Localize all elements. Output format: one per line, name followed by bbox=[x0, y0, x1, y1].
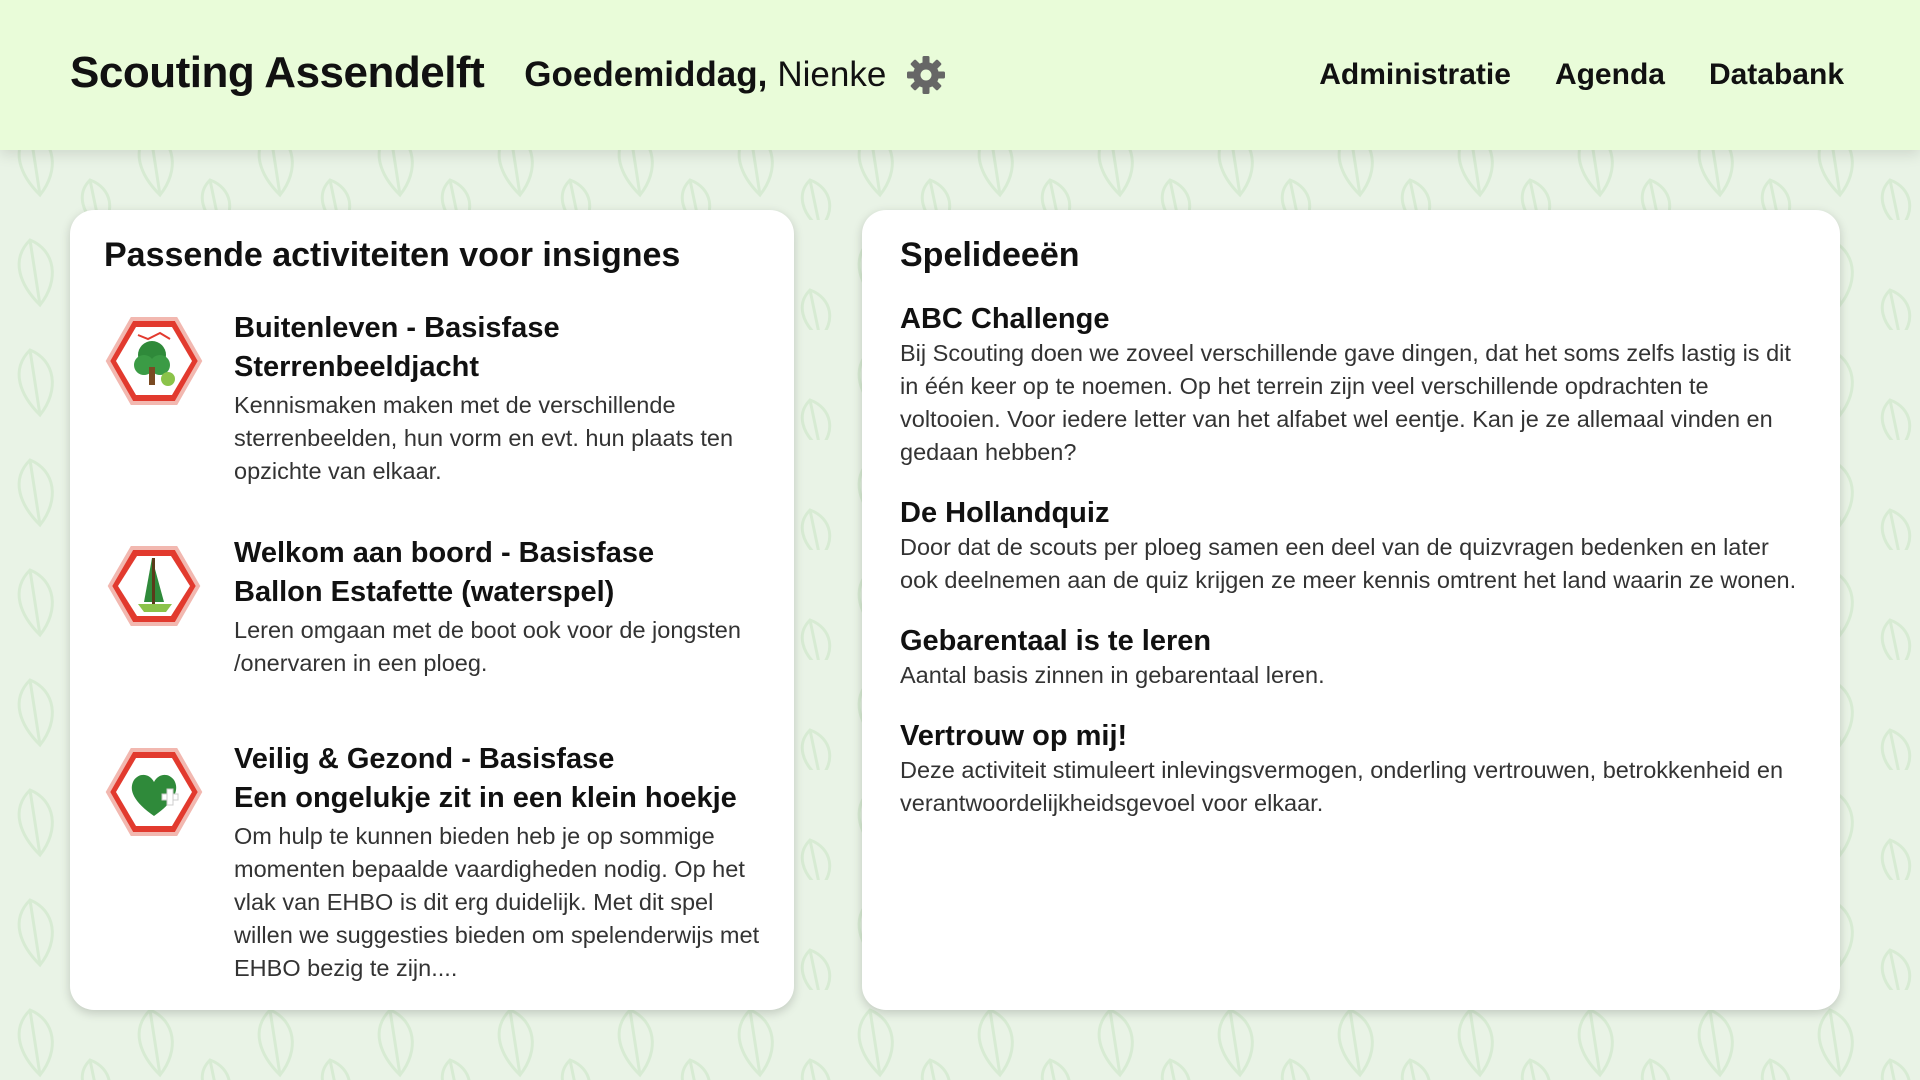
game-ideas-title: Spelideeën bbox=[900, 236, 1080, 274]
greeting bbox=[524, 53, 948, 97]
idea-description: Bij Scouting doen we zoveel verschillende gave dingen, dat het soms zelfs lastig is dit in één keer op te noemen. Op het terrein zijn veel verschillende opdrachten te voltooien. Voor iedere letter van het alfabet wel eentje. Kan je ze allemaal vinden en gedaan hebben? bbox=[900, 340, 1791, 465]
idea-description: Aantal basis zinnen in gebarentaal leren. bbox=[900, 662, 1325, 688]
badge-item-buitenleven[interactable] bbox=[104, 309, 760, 488]
idea-description: Deze activiteit stimuleert inlevingsvermogen, onderling vertrouwen, betrokkenheid en verantwoordelijkheidsgevoel voor elkaar. bbox=[900, 757, 1784, 816]
main-nav bbox=[1319, 58, 1844, 92]
activity-name: Sterrenbeeldjacht bbox=[234, 351, 479, 383]
badge-item-welkom-aan-boord[interactable] bbox=[104, 534, 760, 680]
sailboat-badge-icon bbox=[104, 540, 204, 632]
nav-databank[interactable]: Databank bbox=[1708, 58, 1844, 91]
idea-item-gebarentaal[interactable] bbox=[900, 623, 1802, 692]
tree-badge-icon bbox=[104, 315, 204, 407]
game-ideas-card bbox=[862, 210, 1840, 1010]
idea-item-vertrouw-op-mij[interactable] bbox=[900, 718, 1802, 820]
nav-agenda[interactable]: Agenda bbox=[1554, 58, 1665, 91]
top-bar bbox=[0, 0, 1920, 150]
nav-administratie[interactable]: Administratie bbox=[1319, 58, 1511, 91]
heart-badge-icon bbox=[104, 746, 204, 838]
badge-activities-title: Passende activiteiten voor insignes bbox=[104, 236, 681, 274]
badge-activities-card bbox=[70, 210, 794, 1010]
activity-description: Leren omgaan met de boot ook voor de jongsten /onervaren in een ploeg. bbox=[234, 617, 741, 676]
idea-title: ABC Challenge bbox=[900, 303, 1110, 335]
activity-name: Ballon Estafette (waterspel) bbox=[234, 576, 615, 608]
idea-title: De Hollandquiz bbox=[900, 497, 1110, 529]
badge-item-veilig-gezond[interactable] bbox=[104, 740, 760, 985]
idea-title: Gebarentaal is te leren bbox=[900, 625, 1212, 657]
activity-description: Kennismaken maken met de verschillende sterrenbeelden, hun vorm en evt. hun plaats ten opzichte van elkaar. bbox=[234, 392, 734, 484]
badge-name: Welkom aan boord - Basisfase bbox=[234, 537, 655, 569]
app-title[interactable]: Scouting Assendelft bbox=[70, 48, 485, 97]
idea-description: Door dat de scouts per ploeg samen een deel van de quizvragen bedenken en later ook deelnemen aan de quiz krijgen ze meer kennis omtrent het land waarin ze wonen. bbox=[900, 534, 1797, 593]
activity-name: Een ongelukje zit in een klein hoekje bbox=[234, 782, 737, 814]
gear-icon[interactable] bbox=[904, 53, 948, 97]
badge-name: Veilig & Gezond - Basisfase bbox=[234, 743, 615, 775]
user-name: Nienke bbox=[777, 55, 887, 94]
badge-name: Buitenleven - Basisfase bbox=[234, 312, 560, 344]
idea-title: Vertrouw op mij! bbox=[900, 720, 1128, 752]
idea-item-hollandquiz[interactable] bbox=[900, 495, 1802, 597]
activity-description: Om hulp te kunnen bieden heb je op sommige momenten bepaalde vaardigheden nodig. Op het vlak van EHBO is dit erg duidelijk. Met dit spel willen we suggesties bieden om spelenderwijs met EHBO bezig te zijn.... bbox=[234, 823, 760, 981]
greeting-word: Goedemiddag, bbox=[524, 55, 768, 94]
idea-item-abc-challenge[interactable] bbox=[900, 301, 1802, 469]
